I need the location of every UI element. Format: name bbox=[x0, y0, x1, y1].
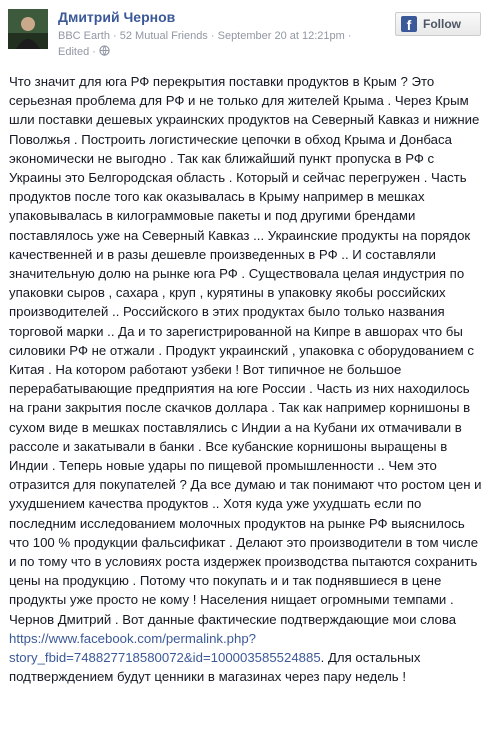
meta-separator: · bbox=[347, 30, 352, 42]
audience-icon[interactable] bbox=[99, 46, 110, 58]
post-body bbox=[9, 72, 487, 687]
follow-label: Follow bbox=[423, 17, 461, 31]
follow-button[interactable] bbox=[395, 12, 481, 36]
post-meta bbox=[58, 28, 388, 60]
mutual-friends-link[interactable]: 52 Mutual Friends bbox=[119, 30, 208, 42]
meta-separator: · bbox=[113, 30, 120, 42]
facebook-icon: f bbox=[401, 16, 417, 32]
author-name[interactable]: Дмитрий Чернов bbox=[58, 9, 176, 25]
source-link[interactable]: BBC Earth bbox=[58, 30, 110, 42]
edited-label[interactable]: Edited bbox=[58, 46, 90, 58]
meta-separator: · bbox=[210, 30, 218, 42]
permalink-link[interactable]: https://www.facebook.com/permalink.php?story_fbid=748827718580072&id=100003585524885 bbox=[9, 630, 321, 666]
post-header bbox=[0, 0, 496, 64]
post-date[interactable]: September 20 at 12:21pm bbox=[217, 30, 345, 42]
avatar[interactable] bbox=[8, 9, 48, 49]
post-text-end: . Для остальных подтверждением будут ценники в магазинах через пару недель ! bbox=[9, 650, 421, 685]
meta-separator: · bbox=[92, 46, 99, 58]
post-text: Что значит для юга РФ перекрытия поставки продуктов в Крым ? Это серьезная проблема для РФ и не только для жителей Крыма . Через Крым шли поставки дешевых украинских продуктов на Северный Кавказ и нижние Поволжья . Построить логистические цепочки в обход Крыма и Донбаса экономически не выгодно . Так как ближайший пункт пропуска в РФ с Украины это Белгородская область . Который и сейчас перегружен . Часть продуктов после того как оказывалась в Крыму например в мешках упаковывалась в килограммовые пакеты и под другими брендами поставлялось уже на Северный Кавказ ... Украинские продукты на порядок качественней и в разы дешевле произведенных в РФ .. И составляли значительную долю на рынке юга РФ . Существовала целая индустрия по упаковки сыров , сахара , круп , курятины в упаковку якобы российских производителей .. Российского в этих продуктах было только названия торговой марки .. Да и то зарегистрированной на Кипре в авшорах что бы силовики РФ не отжали . Продукт украинский , упаковка с оборудованием с Китая . На котором работают узбеки ! Вот типичное не большое перерабатывающие предприятия на юге России . Часть из них находилось на грани закрытия после скачков доллара . Так как например корнишоны в сухом виде в мешках поставлялись с Индии а на Кубани их отмачивали в рассоле и закатывали в банки . Все кубанские корнишоны выращены в Индии . Теперь новые удары по пищевой промышленности .. Чем это отразится для покупателей ? Да все думаю и так понимают что ростом цен и ухудшением качества продуктов .. Хотя куда уже ухудшать если по последним исследованием молочных продуктов на рынке РФ выяснилось что 100 % продукции фальсификат . Делают это производители в том числе и по тому что в условиях роста издержек производства пытаются сохранить цены на продукцию . Потому что покупать и и так поднявшиеся в цене продукты уже просто не кому ! Населения нищает огромными темпами . Чернов Дмитрий . Вот данные фактические подтверждающие мои слова bbox=[9, 74, 482, 627]
